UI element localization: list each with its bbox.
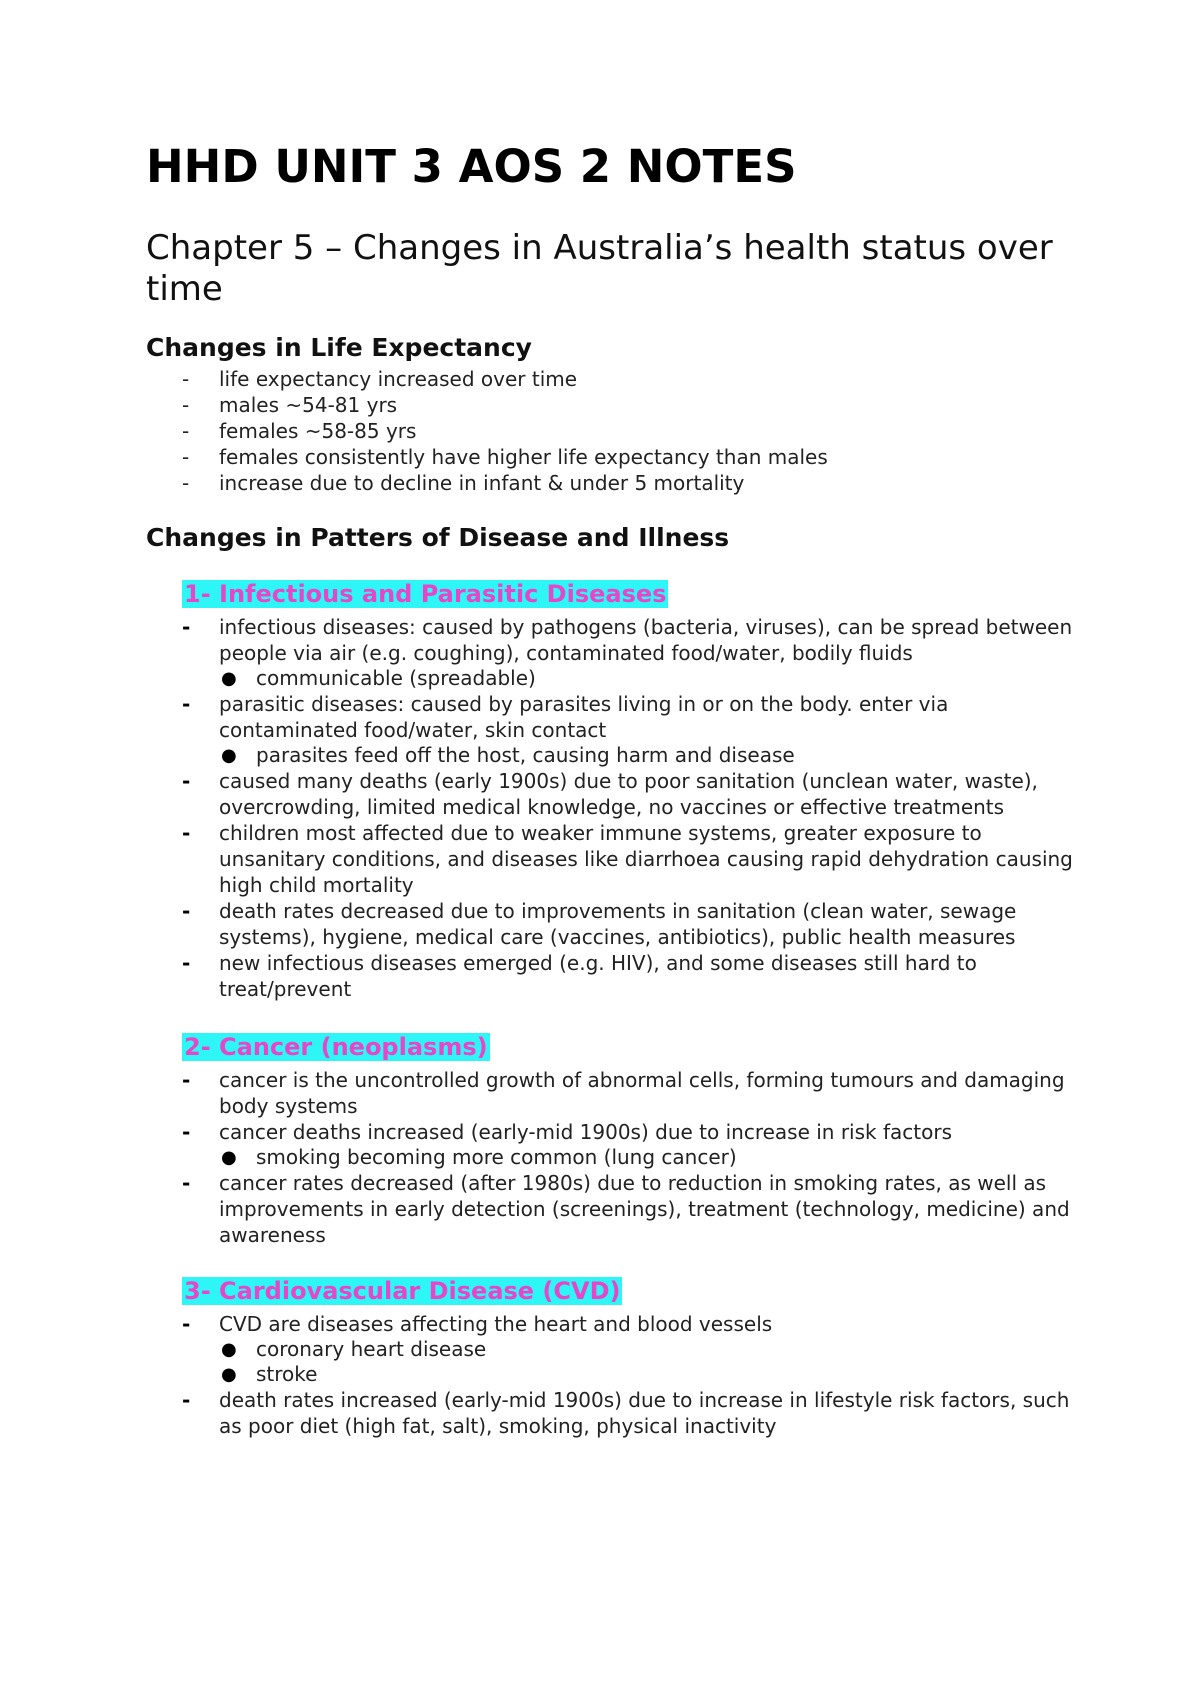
list-item xyxy=(146,1387,1086,1439)
sub-list-item xyxy=(219,1362,1086,1387)
sub-list-item-text: parasites feed off the host, causing harm and disease xyxy=(256,742,795,767)
cancer-list xyxy=(146,1067,1086,1248)
list-item-text: CVD are diseases affecting the heart and blood vessels xyxy=(219,1311,773,1336)
list-item xyxy=(146,1170,1086,1248)
sub-list-item-text: stroke xyxy=(256,1361,318,1386)
dash-marker: - xyxy=(182,614,191,639)
list-item-text: death rates decreased due to improvements in sanitation (clean water, sewage systems), hygiene, medical care (vaccines, antibiotics), public health measures xyxy=(219,898,1017,949)
highlighted-heading-text: 1- Infectious and Parasitic Diseases xyxy=(184,579,667,608)
list-item-text: males ~54-81 yrs xyxy=(219,393,398,418)
sub-list-item-text: coronary heart disease xyxy=(256,1336,487,1361)
document-title: HHD UNIT 3 AOS 2 NOTES xyxy=(146,140,797,193)
dash-marker: - xyxy=(182,393,190,418)
cvd-list xyxy=(146,1311,1086,1439)
list-item xyxy=(146,418,1086,444)
sub-list xyxy=(219,1337,1086,1387)
dash-marker: - xyxy=(182,445,190,470)
dash-marker: - xyxy=(182,419,190,444)
list-item xyxy=(146,470,1086,496)
list-item-text: caused many deaths (early 1900s) due to poor sanitation (unclean water, waste), overcrowding, limited medical knowledge, no vaccines or effective treatments xyxy=(219,768,1038,819)
dash-marker: - xyxy=(182,898,191,923)
bullet-marker: ● xyxy=(221,667,237,689)
list-item-text: females ~58-85 yrs xyxy=(219,419,417,444)
dash-marker: - xyxy=(182,950,191,975)
highlighted-heading-text: 2- Cancer (neoplasms) xyxy=(184,1032,488,1061)
section-heading-disease-patterns: Changes in Patters of Disease and Illness xyxy=(146,523,730,553)
list-item xyxy=(146,950,1086,1002)
list-item xyxy=(146,1067,1086,1119)
list-item-text: cancer is the uncontrolled growth of abnormal cells, forming tumours and damaging body systems xyxy=(219,1067,1065,1118)
sub-list-item xyxy=(219,1337,1086,1362)
highlighted-heading-text: 3- Cardiovascular Disease (CVD) xyxy=(184,1276,621,1305)
cancer-heading xyxy=(182,1032,1086,1065)
list-item-text: new infectious diseases emerged (e.g. HIV), and some diseases still hard to treat/prevent xyxy=(219,950,977,1001)
list-item-text: cancer deaths increased (early-mid 1900s) due to increase in risk factors xyxy=(219,1119,952,1144)
sub-list xyxy=(219,1145,1086,1170)
list-item xyxy=(146,366,1086,392)
document-content xyxy=(146,140,1086,1439)
list-item xyxy=(146,820,1086,898)
list-item xyxy=(146,1119,1086,1170)
dash-marker: - xyxy=(182,768,191,793)
list-item-text: death rates increased (early-mid 1900s) due to increase in lifestyle risk factors, such as poor diet (high fat, salt), smoking, physical inactivity xyxy=(219,1387,1070,1438)
dash-marker: - xyxy=(182,1119,191,1144)
list-item-text: life expectancy increased over time xyxy=(219,367,578,392)
cvd-heading xyxy=(182,1276,1086,1309)
bullet-marker: ● xyxy=(221,1363,237,1385)
list-item-text: increase due to decline in infant & under 5 mortality xyxy=(219,471,745,496)
dash-marker: - xyxy=(182,471,190,496)
list-item xyxy=(146,898,1086,950)
list-item xyxy=(146,444,1086,470)
list-item xyxy=(146,392,1086,418)
dash-marker: - xyxy=(182,367,190,392)
sub-list-item xyxy=(219,743,1086,768)
dash-marker: - xyxy=(182,691,191,716)
dash-marker: - xyxy=(182,1170,191,1195)
section-heading-life-expectancy: Changes in Life Expectancy xyxy=(146,332,532,362)
sub-list-item-text: communicable (spreadable) xyxy=(256,665,536,690)
dash-marker: - xyxy=(182,1387,191,1412)
sub-list-item xyxy=(219,1145,1086,1170)
sub-list-item-text: smoking becoming more common (lung cancer) xyxy=(256,1144,737,1169)
chapter-title: Chapter 5 – Changes in Australia’s health status over time xyxy=(146,228,1053,309)
sub-list xyxy=(219,743,1086,768)
sub-list xyxy=(219,666,1086,691)
life-expectancy-list xyxy=(146,366,1086,496)
list-item-text: females consistently have higher life expectancy than males xyxy=(219,445,828,470)
list-item xyxy=(146,1311,1086,1387)
dash-marker: - xyxy=(182,1067,191,1092)
bullet-marker: ● xyxy=(221,744,237,766)
infectious-diseases-list xyxy=(146,614,1086,1002)
dash-marker: - xyxy=(182,820,191,845)
list-item xyxy=(146,691,1086,768)
sub-list-item xyxy=(219,666,1086,691)
bullet-marker: ● xyxy=(221,1146,237,1168)
dash-marker: - xyxy=(182,1311,191,1336)
list-item-text: cancer rates decreased (after 1980s) due to reduction in smoking rates, as well as improvements in early detection (screenings), treatment (technology, medicine) and awareness xyxy=(219,1170,1070,1247)
bullet-marker: ● xyxy=(221,1338,237,1360)
list-item-text: infectious diseases: caused by pathogens (bacteria, viruses), can be spread between people via air (e.g. coughing), contaminated food/water, bodily fluids xyxy=(219,614,1073,665)
list-item-text: parasitic diseases: caused by parasites living in or on the body. enter via contaminated food/water, skin contact xyxy=(219,691,949,742)
list-item xyxy=(146,768,1086,820)
list-item xyxy=(146,614,1086,691)
list-item-text: children most affected due to weaker immune systems, greater exposure to unsanitary conditions, and diseases like diarrhoea causing rapid dehydration causing high child mortality xyxy=(219,820,1073,897)
infectious-diseases-heading xyxy=(182,579,1086,612)
